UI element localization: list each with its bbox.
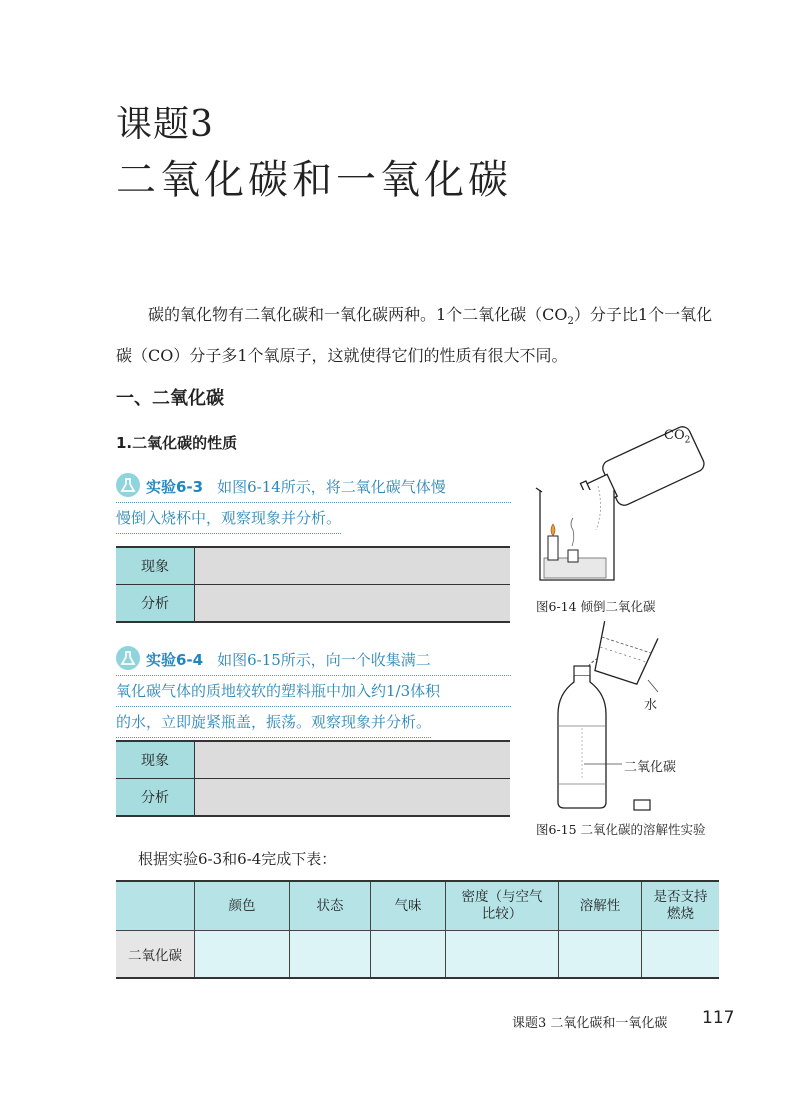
subsection-heading: 1.二氧化碳的性质 [116,434,238,452]
table-instruction: 根据实验6-3和6-4完成下表： [138,850,337,868]
header-color: 颜色 [195,881,290,931]
experiment-text-line2: 氧化碳气体的质地较软的塑料瓶中加入约1/3体积 [116,676,511,707]
intro-text-1: 碳的氧化物有二氧化碳和一氧化碳两种。1个二氧化碳（CO [148,305,568,324]
footer-chapter-title: 课题3 二氧化碳和一氧化碳 [512,1016,668,1031]
header-solubility: 溶解性 [559,881,642,931]
experiment-text-line2: 慢倒入烧杯中，观察现象并分析。 [116,503,341,534]
cell-odor[interactable] [371,931,446,979]
summary-table [116,880,719,979]
co2-label: $CO_2$ [664,428,691,446]
phenomenon-label: 现象 [116,742,195,778]
phenomenon-answer-field[interactable] [195,548,510,584]
experiment-text-line1: 如图6-15所示，向一个收集满二 [217,651,431,669]
analysis-label: 分析 [116,585,195,621]
header-combustion: 是否支持 燃烧 [642,881,720,931]
experiment-6-3 [116,472,511,534]
co2-bottle-label: 二氧化碳 [624,760,677,775]
phenomenon-label: 现象 [116,548,195,584]
section-heading: 一、二氧化碳 [116,388,224,409]
figure-6-14-caption: 图6-14 倾倒二氧化碳 [536,599,656,614]
cell-solubility[interactable] [559,931,642,979]
observation-table-2 [116,740,510,817]
row-label-co2: 二氧化碳 [116,931,195,979]
table-header-row [116,881,719,931]
header-density: 密度（与空气 比较） [446,881,559,931]
cell-combustion[interactable] [642,931,720,979]
intro-text-2: ）分子比1个一氧化碳（CO）分子多1个氧原子，这就使得它们的性质有很大不同。 [116,305,713,366]
experiment-6-4 [116,645,511,738]
analysis-label: 分析 [116,779,195,815]
phenomenon-answer-field[interactable] [195,742,510,778]
header-blank [116,881,195,931]
observation-table-1 [116,546,510,623]
experiment-text-line3: 的水，立即旋紧瓶盖，振荡。观察现象并分析。 [116,707,431,738]
lesson-title: 二氧化碳和一氧化碳 [116,157,512,203]
figure-6-15-illustration [540,616,720,812]
cell-color[interactable] [195,931,290,979]
analysis-answer-field[interactable] [195,779,510,815]
header-odor: 气味 [371,881,446,931]
page-number: 117 [702,1008,735,1028]
figure-6-15-caption: 图6-15 二氧化碳的溶解性实验 [536,822,706,837]
water-label: 水 [644,698,658,713]
intro-paragraph [116,298,726,373]
header-state: 状态 [290,881,371,931]
table-row [116,931,719,979]
flask-icon [116,646,140,670]
flask-icon [116,473,140,497]
cell-density[interactable] [446,931,559,979]
experiment-text-line1: 如图6-14所示，将二氧化碳气体慢 [217,478,446,496]
intro-subscript: 2 [567,316,574,328]
lesson-number: 课题3 [116,104,214,145]
cell-state[interactable] [290,931,371,979]
analysis-answer-field[interactable] [195,585,510,621]
experiment-tag: 实验6-4 [146,651,204,669]
experiment-tag: 实验6-3 [146,478,204,496]
figure-6-14-illustration [528,420,728,590]
